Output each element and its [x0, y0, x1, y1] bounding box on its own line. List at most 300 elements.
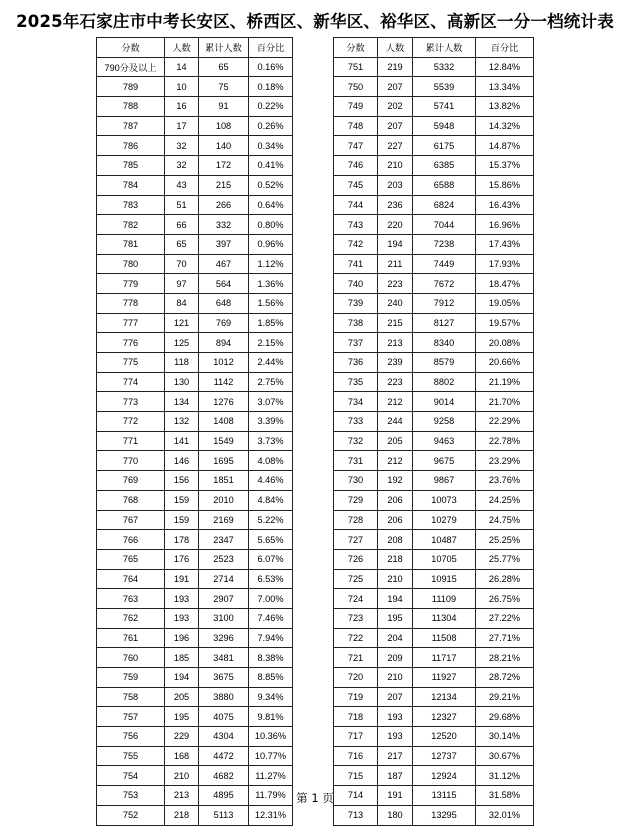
- cell-score: 759: [97, 668, 165, 688]
- cell-percent: 0.22%: [249, 97, 293, 117]
- table-row: [97, 608, 293, 628]
- table-row: [97, 766, 293, 786]
- cell-cumulative: 13295: [413, 805, 476, 825]
- cell-cumulative: 10915: [413, 569, 476, 589]
- cell-score: 756: [97, 727, 165, 747]
- cell-count: 125: [165, 333, 199, 353]
- cell-score: 722: [334, 628, 378, 648]
- cell-score: 734: [334, 392, 378, 412]
- table-row: [334, 136, 534, 156]
- cell-percent: 5.65%: [249, 530, 293, 550]
- table-row: [97, 136, 293, 156]
- cell-count: 97: [165, 274, 199, 294]
- cell-score: 729: [334, 490, 378, 510]
- cell-count: 159: [165, 490, 199, 510]
- cell-percent: 1.12%: [249, 254, 293, 274]
- cell-count: 239: [378, 353, 413, 373]
- table-row: [334, 431, 534, 451]
- cell-score: 723: [334, 608, 378, 628]
- cell-cumulative: 3100: [199, 608, 249, 628]
- table-row: [97, 471, 293, 491]
- table-row: [97, 628, 293, 648]
- cell-score: 776: [97, 333, 165, 353]
- cell-percent: 9.34%: [249, 687, 293, 707]
- cell-cumulative: 5113: [199, 805, 249, 825]
- table-row: [97, 412, 293, 432]
- cell-cumulative: 8579: [413, 353, 476, 373]
- table-row: [97, 510, 293, 530]
- cell-percent: 28.72%: [476, 668, 534, 688]
- table-row: [97, 392, 293, 412]
- cell-score: 732: [334, 431, 378, 451]
- cell-count: 210: [165, 766, 199, 786]
- cell-cumulative: 3296: [199, 628, 249, 648]
- cell-count: 66: [165, 215, 199, 235]
- cell-cumulative: 1408: [199, 412, 249, 432]
- cell-percent: 26.75%: [476, 589, 534, 609]
- cell-cumulative: 9014: [413, 392, 476, 412]
- table-row: [334, 97, 534, 117]
- cell-score: 762: [97, 608, 165, 628]
- cell-count: 132: [165, 412, 199, 432]
- cell-count: 194: [378, 589, 413, 609]
- cell-count: 14: [165, 57, 199, 77]
- cell-percent: 12.84%: [476, 57, 534, 77]
- cell-cumulative: 397: [199, 234, 249, 254]
- cell-percent: 24.25%: [476, 490, 534, 510]
- cell-count: 229: [165, 727, 199, 747]
- table-row: [334, 668, 534, 688]
- cell-cumulative: 1695: [199, 451, 249, 471]
- cell-cumulative: 8127: [413, 313, 476, 333]
- cell-score: 767: [97, 510, 165, 530]
- table-row: [334, 372, 534, 392]
- cell-percent: 22.29%: [476, 412, 534, 432]
- cell-score: 785: [97, 156, 165, 176]
- cell-percent: 15.37%: [476, 156, 534, 176]
- table-row: [97, 215, 293, 235]
- cell-cumulative: 8802: [413, 372, 476, 392]
- cell-cumulative: 2523: [199, 549, 249, 569]
- cell-count: 218: [165, 805, 199, 825]
- cell-percent: 21.70%: [476, 392, 534, 412]
- cell-score: 763: [97, 589, 165, 609]
- table-row: [334, 234, 534, 254]
- cell-cumulative: 11508: [413, 628, 476, 648]
- table-row: [334, 77, 534, 97]
- cell-score: 786: [97, 136, 165, 156]
- cell-count: 206: [378, 510, 413, 530]
- table-row: [334, 175, 534, 195]
- cell-percent: 16.43%: [476, 195, 534, 215]
- table-row: [97, 57, 293, 77]
- table-row: [334, 687, 534, 707]
- cell-percent: 10.36%: [249, 727, 293, 747]
- cell-count: 180: [378, 805, 413, 825]
- cell-count: 213: [378, 333, 413, 353]
- cell-score: 764: [97, 569, 165, 589]
- cell-cumulative: 4682: [199, 766, 249, 786]
- cell-cumulative: 12327: [413, 707, 476, 727]
- cell-cumulative: 11304: [413, 608, 476, 628]
- cell-score: 750: [334, 77, 378, 97]
- cell-percent: 11.79%: [249, 786, 293, 806]
- cell-percent: 29.68%: [476, 707, 534, 727]
- cell-percent: 2.15%: [249, 333, 293, 353]
- table-row: [334, 628, 534, 648]
- table-row: [334, 569, 534, 589]
- cell-count: 217: [378, 746, 413, 766]
- cell-cumulative: 2347: [199, 530, 249, 550]
- cell-count: 193: [165, 608, 199, 628]
- cell-count: 219: [378, 57, 413, 77]
- cell-percent: 16.96%: [476, 215, 534, 235]
- table-row: [334, 156, 534, 176]
- cell-percent: 0.64%: [249, 195, 293, 215]
- cell-cumulative: 5741: [413, 97, 476, 117]
- cell-score: 775: [97, 353, 165, 373]
- cell-percent: 14.32%: [476, 116, 534, 136]
- cell-cumulative: 3675: [199, 668, 249, 688]
- cell-cumulative: 9258: [413, 412, 476, 432]
- cell-score: 751: [334, 57, 378, 77]
- cell-percent: 28.21%: [476, 648, 534, 668]
- cell-score: 726: [334, 549, 378, 569]
- cell-count: 202: [378, 97, 413, 117]
- cell-percent: 7.00%: [249, 589, 293, 609]
- cell-count: 209: [378, 648, 413, 668]
- cell-count: 70: [165, 254, 199, 274]
- cell-percent: 6.07%: [249, 549, 293, 569]
- cell-cumulative: 1012: [199, 353, 249, 373]
- cell-score: 757: [97, 707, 165, 727]
- table-row: [334, 727, 534, 747]
- cell-cumulative: 2907: [199, 589, 249, 609]
- cell-cumulative: 6385: [413, 156, 476, 176]
- cell-cumulative: 4895: [199, 786, 249, 806]
- cell-cumulative: 4472: [199, 746, 249, 766]
- cell-percent: 4.08%: [249, 451, 293, 471]
- cell-count: 220: [378, 215, 413, 235]
- cell-cumulative: 467: [199, 254, 249, 274]
- cell-score: 748: [334, 116, 378, 136]
- cell-count: 206: [378, 490, 413, 510]
- cell-cumulative: 12134: [413, 687, 476, 707]
- table-row: [97, 195, 293, 215]
- cell-percent: 8.85%: [249, 668, 293, 688]
- table-row: [97, 333, 293, 353]
- score-table-right: [333, 37, 534, 826]
- cell-count: 194: [165, 668, 199, 688]
- cell-score: 790分及以上: [97, 57, 165, 77]
- cell-cumulative: 7449: [413, 254, 476, 274]
- cell-count: 212: [378, 392, 413, 412]
- table-row: [334, 392, 534, 412]
- cell-count: 159: [165, 510, 199, 530]
- cell-score: 716: [334, 746, 378, 766]
- cell-cumulative: 13115: [413, 786, 476, 806]
- cell-cumulative: 7044: [413, 215, 476, 235]
- cell-score: 777: [97, 313, 165, 333]
- cell-percent: 3.39%: [249, 412, 293, 432]
- cell-count: 205: [378, 431, 413, 451]
- cell-percent: 8.38%: [249, 648, 293, 668]
- cell-percent: 24.75%: [476, 510, 534, 530]
- cell-score: 724: [334, 589, 378, 609]
- cell-cumulative: 5948: [413, 116, 476, 136]
- cell-score: 753: [97, 786, 165, 806]
- cell-cumulative: 9867: [413, 471, 476, 491]
- cell-percent: 23.76%: [476, 471, 534, 491]
- cell-percent: 21.19%: [476, 372, 534, 392]
- header-percent: 百分比: [476, 38, 534, 58]
- page-number: 第 1 页: [296, 791, 334, 805]
- cell-score: 737: [334, 333, 378, 353]
- cell-score: 725: [334, 569, 378, 589]
- table-row: [97, 234, 293, 254]
- table-row: [97, 530, 293, 550]
- cell-score: 749: [334, 97, 378, 117]
- cell-count: 185: [165, 648, 199, 668]
- cell-percent: 17.43%: [476, 234, 534, 254]
- cell-count: 195: [165, 707, 199, 727]
- cell-score: 758: [97, 687, 165, 707]
- cell-percent: 0.16%: [249, 57, 293, 77]
- table-row: [334, 195, 534, 215]
- cell-score: 754: [97, 766, 165, 786]
- cell-count: 208: [378, 530, 413, 550]
- table-row: [334, 707, 534, 727]
- cell-cumulative: 1549: [199, 431, 249, 451]
- cell-count: 193: [165, 589, 199, 609]
- cell-count: 236: [378, 195, 413, 215]
- cell-score: 727: [334, 530, 378, 550]
- cell-cumulative: 140: [199, 136, 249, 156]
- table-row: [97, 746, 293, 766]
- cell-score: 743: [334, 215, 378, 235]
- cell-count: 191: [165, 569, 199, 589]
- table-row: [97, 805, 293, 825]
- cell-score: 742: [334, 234, 378, 254]
- cell-count: 207: [378, 687, 413, 707]
- cell-count: 207: [378, 116, 413, 136]
- cell-score: 774: [97, 372, 165, 392]
- header-cumulative: 累计人数: [413, 38, 476, 58]
- cell-percent: 1.85%: [249, 313, 293, 333]
- cell-score: 733: [334, 412, 378, 432]
- cell-score: 779: [97, 274, 165, 294]
- table-row: [97, 648, 293, 668]
- cell-percent: 10.77%: [249, 746, 293, 766]
- cell-cumulative: 4075: [199, 707, 249, 727]
- cell-score: 752: [97, 805, 165, 825]
- cell-cumulative: 6175: [413, 136, 476, 156]
- table-row: [97, 97, 293, 117]
- cell-percent: 7.46%: [249, 608, 293, 628]
- header-cumulative: 累计人数: [199, 38, 249, 58]
- cell-score: 755: [97, 746, 165, 766]
- cell-cumulative: 11717: [413, 648, 476, 668]
- cell-score: 768: [97, 490, 165, 510]
- cell-score: 765: [97, 549, 165, 569]
- cell-cumulative: 11109: [413, 589, 476, 609]
- cell-score: 787: [97, 116, 165, 136]
- cell-cumulative: 894: [199, 333, 249, 353]
- table-row: [334, 805, 534, 825]
- cell-score: 715: [334, 766, 378, 786]
- cell-percent: 32.01%: [476, 805, 534, 825]
- cell-cumulative: 4304: [199, 727, 249, 747]
- cell-score: 744: [334, 195, 378, 215]
- cell-score: 780: [97, 254, 165, 274]
- table-row: [334, 353, 534, 373]
- cell-count: 240: [378, 293, 413, 313]
- cell-score: 771: [97, 431, 165, 451]
- header-score: 分数: [334, 38, 378, 58]
- cell-count: 192: [378, 471, 413, 491]
- cell-count: 223: [378, 372, 413, 392]
- table-row: [334, 313, 534, 333]
- cell-count: 194: [378, 234, 413, 254]
- cell-score: 761: [97, 628, 165, 648]
- document-title: 2025年石家庄市中考长安区、桥西区、新华区、裕华区、高新区一分一档统计表: [16, 12, 614, 31]
- cell-score: 731: [334, 451, 378, 471]
- table-row: [334, 215, 534, 235]
- cell-score: 721: [334, 648, 378, 668]
- table-row: [97, 353, 293, 373]
- cell-cumulative: 6588: [413, 175, 476, 195]
- cell-cumulative: 1142: [199, 372, 249, 392]
- cell-percent: 7.94%: [249, 628, 293, 648]
- table-row: [97, 116, 293, 136]
- cell-count: 146: [165, 451, 199, 471]
- header-count: 人数: [165, 38, 199, 58]
- cell-count: 51: [165, 195, 199, 215]
- cell-percent: 4.84%: [249, 490, 293, 510]
- cell-cumulative: 2010: [199, 490, 249, 510]
- table-row: [334, 549, 534, 569]
- cell-score: 740: [334, 274, 378, 294]
- cell-cumulative: 12924: [413, 766, 476, 786]
- header-count: 人数: [378, 38, 413, 58]
- cell-count: 244: [378, 412, 413, 432]
- cell-cumulative: 75: [199, 77, 249, 97]
- cell-cumulative: 5332: [413, 57, 476, 77]
- cell-score: 717: [334, 727, 378, 747]
- cell-count: 205: [165, 687, 199, 707]
- table-row: [97, 372, 293, 392]
- cell-cumulative: 2169: [199, 510, 249, 530]
- cell-count: 32: [165, 136, 199, 156]
- table-row: [97, 589, 293, 609]
- cell-score: 730: [334, 471, 378, 491]
- cell-cumulative: 12520: [413, 727, 476, 747]
- cell-count: 17: [165, 116, 199, 136]
- cell-cumulative: 648: [199, 293, 249, 313]
- table-row: [334, 451, 534, 471]
- table-row: [97, 274, 293, 294]
- cell-percent: 3.07%: [249, 392, 293, 412]
- table-row: [97, 175, 293, 195]
- cell-score: 770: [97, 451, 165, 471]
- cell-count: 193: [378, 707, 413, 727]
- cell-percent: 12.31%: [249, 805, 293, 825]
- cell-count: 187: [378, 766, 413, 786]
- cell-percent: 26.28%: [476, 569, 534, 589]
- table-row: [97, 668, 293, 688]
- cell-count: 210: [378, 156, 413, 176]
- cell-count: 211: [378, 254, 413, 274]
- cell-percent: 29.21%: [476, 687, 534, 707]
- cell-cumulative: 266: [199, 195, 249, 215]
- cell-percent: 30.67%: [476, 746, 534, 766]
- cell-cumulative: 10487: [413, 530, 476, 550]
- table-row: [97, 156, 293, 176]
- table-row: [97, 431, 293, 451]
- cell-percent: 15.86%: [476, 175, 534, 195]
- cell-count: 178: [165, 530, 199, 550]
- table-row: [334, 746, 534, 766]
- cell-score: 769: [97, 471, 165, 491]
- cell-count: 204: [378, 628, 413, 648]
- cell-cumulative: 8340: [413, 333, 476, 353]
- cell-cumulative: 12737: [413, 746, 476, 766]
- cell-count: 134: [165, 392, 199, 412]
- table-row: [97, 293, 293, 313]
- cell-score: 720: [334, 668, 378, 688]
- cell-percent: 5.22%: [249, 510, 293, 530]
- cell-count: 118: [165, 353, 199, 373]
- cell-count: 193: [378, 727, 413, 747]
- cell-score: 772: [97, 412, 165, 432]
- cell-percent: 25.25%: [476, 530, 534, 550]
- cell-percent: 0.18%: [249, 77, 293, 97]
- cell-score: 747: [334, 136, 378, 156]
- cell-percent: 1.36%: [249, 274, 293, 294]
- cell-cumulative: 3880: [199, 687, 249, 707]
- cell-count: 130: [165, 372, 199, 392]
- header-percent: 百分比: [249, 38, 293, 58]
- cell-count: 210: [378, 569, 413, 589]
- cell-score: 782: [97, 215, 165, 235]
- cell-count: 212: [378, 451, 413, 471]
- table-header-row: [97, 38, 293, 58]
- cell-percent: 13.82%: [476, 97, 534, 117]
- cell-count: 195: [378, 608, 413, 628]
- cell-percent: 14.87%: [476, 136, 534, 156]
- cell-count: 141: [165, 431, 199, 451]
- cell-cumulative: 564: [199, 274, 249, 294]
- cell-percent: 2.75%: [249, 372, 293, 392]
- table-row: [334, 57, 534, 77]
- cell-percent: 1.56%: [249, 293, 293, 313]
- table-row: [97, 687, 293, 707]
- cell-count: 32: [165, 156, 199, 176]
- cell-percent: 27.71%: [476, 628, 534, 648]
- cell-count: 176: [165, 549, 199, 569]
- cell-count: 191: [378, 786, 413, 806]
- cell-cumulative: 6824: [413, 195, 476, 215]
- cell-percent: 0.26%: [249, 116, 293, 136]
- cell-score: 783: [97, 195, 165, 215]
- cell-percent: 27.22%: [476, 608, 534, 628]
- cell-percent: 0.34%: [249, 136, 293, 156]
- cell-score: 739: [334, 293, 378, 313]
- cell-count: 227: [378, 136, 413, 156]
- cell-count: 168: [165, 746, 199, 766]
- cell-count: 16: [165, 97, 199, 117]
- table-row: [97, 727, 293, 747]
